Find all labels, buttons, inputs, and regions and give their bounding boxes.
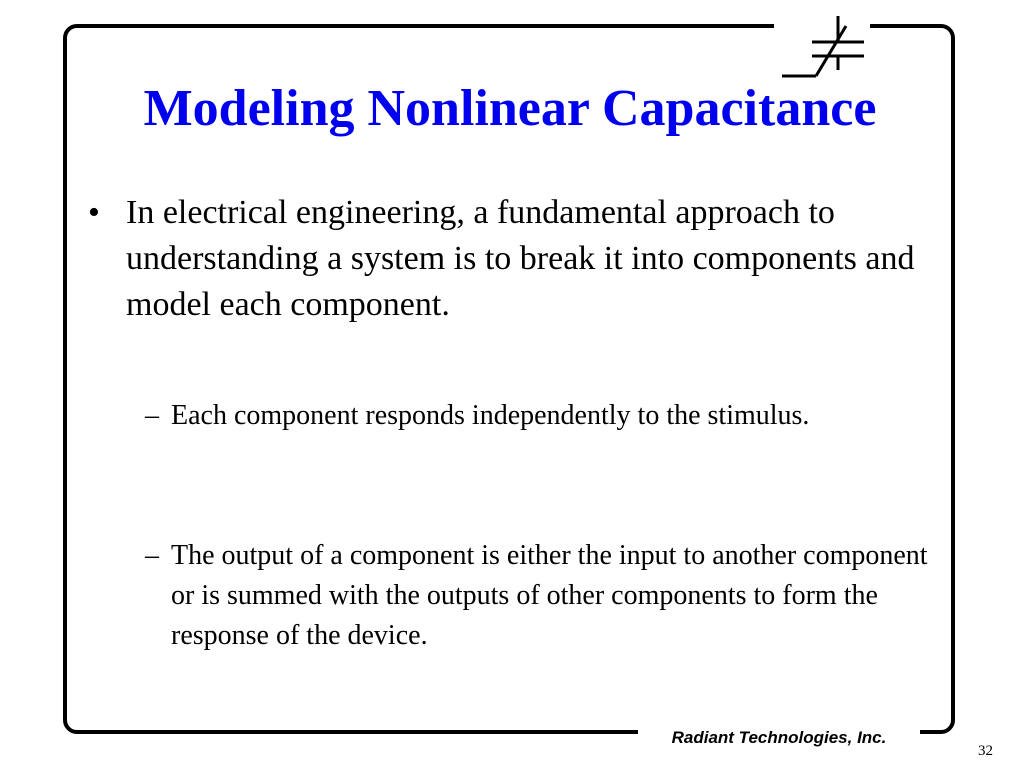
sub-bullet-marker: – bbox=[145, 540, 159, 571]
sub-bullet-text: Each component responds independently to the stimulus. bbox=[171, 400, 810, 431]
slide-title: Modeling Nonlinear Capacitance bbox=[143, 80, 877, 137]
footer-company-name: Radiant Technologies, Inc. bbox=[638, 723, 920, 753]
bullet-marker: • bbox=[88, 194, 100, 231]
nonlinear-capacitor-symbol-icon bbox=[774, 14, 870, 82]
page-number: 32 bbox=[978, 743, 993, 759]
sub-bullet-marker: – bbox=[145, 400, 159, 431]
bullet-text: In electrical engineering, a fundamental approach to understanding a system is to break it into components and model each component. bbox=[126, 194, 915, 323]
sub-bullet-text: The output of a component is either the input to another component or is summed with the outputs of other components to form the response of the device. bbox=[171, 540, 928, 651]
